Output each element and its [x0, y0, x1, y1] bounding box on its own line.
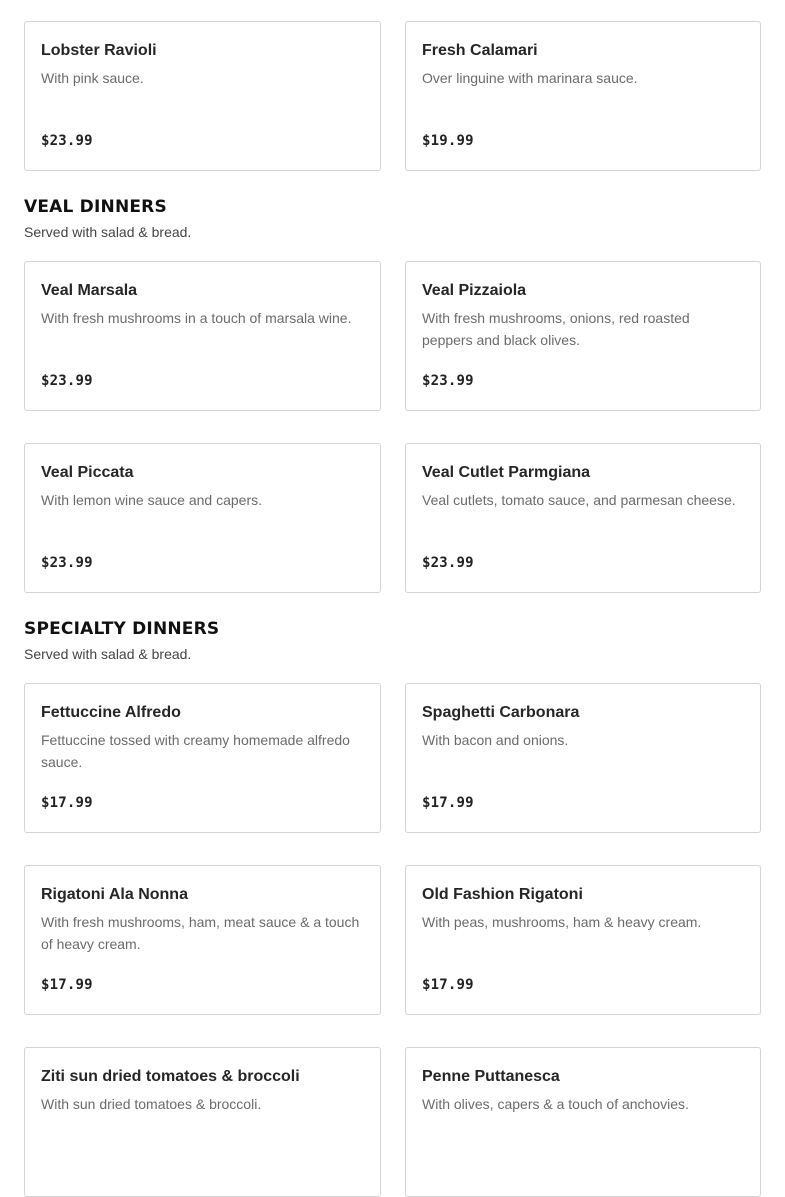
menu-grid-specialty: [24, 683, 761, 1197]
menu-item-price: $23.99: [41, 555, 93, 571]
menu-item-name: Spaghetti Carbonara: [422, 704, 580, 721]
menu-item-card[interactable]: [405, 261, 761, 411]
section-title: VEAL DINNERS: [24, 197, 167, 217]
menu-item-card[interactable]: [405, 865, 761, 1015]
menu-item-card[interactable]: [24, 21, 381, 171]
menu-item-description: With lemon wine sauce and capers.: [41, 492, 262, 508]
section-subtitle: Served with salad & bread.: [24, 224, 192, 240]
menu-item-price: $23.99: [422, 555, 474, 571]
menu-item-name: Veal Marsala: [41, 282, 138, 299]
menu-item-name: Rigatoni Ala Nonna: [41, 886, 188, 903]
menu-item-description: With olives, capers & a touch of anchovies.: [422, 1096, 689, 1112]
menu-item-name: Fresh Calamari: [422, 42, 538, 59]
menu-item-name: Old Fashion Rigatoni: [422, 886, 583, 903]
menu-item-description: With fresh mushrooms, ham, meat sauce & a touch of heavy cream.: [41, 914, 360, 952]
menu-item-description: With bacon and onions.: [422, 732, 569, 748]
menu-item-name: Fettuccine Alfredo: [41, 704, 181, 721]
menu-item-description: With peas, mushrooms, ham & heavy cream.: [422, 914, 702, 930]
section-subtitle: Served with salad & bread.: [24, 646, 192, 662]
menu-grid-veal: [24, 261, 761, 593]
menu-item-description: With sun dried tomatoes & broccoli.: [41, 1096, 262, 1112]
menu-item-price: $19.99: [422, 133, 474, 149]
menu-item-name: Penne Puttanesca: [422, 1068, 560, 1085]
menu-item-card[interactable]: [24, 443, 381, 593]
menu-item-price: $17.99: [41, 795, 93, 811]
menu-item-card[interactable]: [405, 683, 761, 833]
menu-item-name: Lobster Ravioli: [41, 42, 157, 59]
menu-item-card[interactable]: [24, 1047, 381, 1197]
menu-item-price: $23.99: [41, 373, 93, 389]
menu-item-card[interactable]: [405, 21, 761, 171]
menu-item-price: $17.99: [422, 977, 474, 993]
section-header-veal: [24, 196, 191, 241]
menu-item-card[interactable]: [405, 443, 761, 593]
menu-item-description: With fresh mushrooms, onions, red roasted peppers and black olives.: [422, 310, 690, 348]
menu-item-card[interactable]: [24, 683, 381, 833]
menu-item-price: $23.99: [41, 133, 93, 149]
menu-item-card[interactable]: [24, 865, 381, 1015]
menu-item-description: Veal cutlets, tomato sauce, and parmesan cheese.: [422, 492, 736, 508]
menu-item-card[interactable]: [24, 261, 381, 411]
menu-item-name: Veal Cutlet Parmgiana: [422, 464, 591, 481]
section-header-specialty: [24, 618, 219, 663]
menu-item-name: Veal Piccata: [41, 464, 134, 481]
section-title: SPECIALTY DINNERS: [24, 619, 220, 639]
menu-item-description: Fettuccine tossed with creamy homemade alfredo sauce.: [41, 732, 350, 770]
menu-item-name: Ziti sun dried tomatoes & broccoli: [41, 1068, 300, 1085]
menu-item-card[interactable]: [405, 1047, 761, 1197]
menu-item-price: $23.99: [422, 373, 474, 389]
menu-item-name: Veal Pizzaiola: [422, 282, 527, 299]
menu-item-description: With pink sauce.: [41, 70, 144, 86]
menu-item-description: With fresh mushrooms in a touch of marsala wine.: [41, 310, 352, 326]
menu-item-price: $17.99: [422, 795, 474, 811]
menu-item-description: Over linguine with marinara sauce.: [422, 70, 638, 86]
menu-grid-pasta: [24, 21, 761, 171]
menu-item-price: $17.99: [41, 977, 93, 993]
